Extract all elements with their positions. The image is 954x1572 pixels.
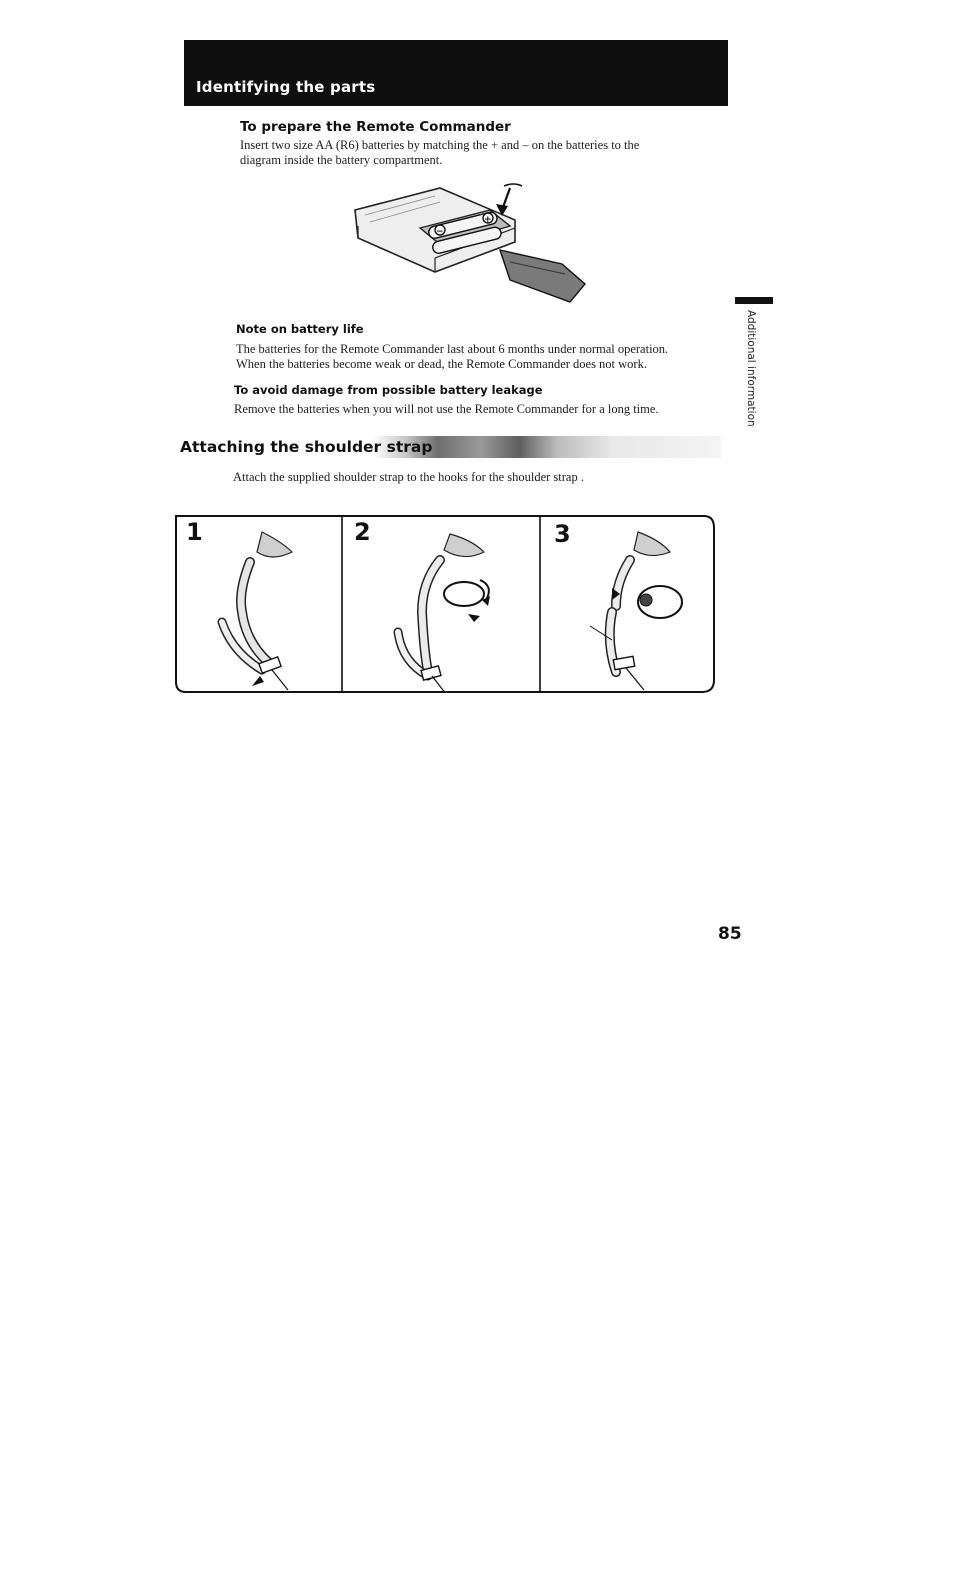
section-header-bar [184,40,728,106]
remote-heading: To prepare the Remote Commander [240,119,511,135]
side-tab-marker [735,297,773,304]
note-line2: When the batteries become weak or dead, the Remote Commander does not work. [236,357,647,371]
leakage-heading: To avoid damage from possible battery leakage [234,383,543,397]
battery-insertion-illustration [340,180,600,310]
strap-steps-figure [172,512,716,696]
step-number-1: 1 [186,518,203,546]
step-number-2: 2 [354,518,371,546]
leakage-line1: Remove the batteries when you will not use the Remote Commander for a long time. [234,402,659,416]
side-tab-label: Additional information [745,310,757,427]
note-heading: Note on battery life [236,322,364,336]
page-title: Identifying the parts [196,78,376,96]
remote-instruction-line2: diagram inside the battery compartment. [240,153,443,167]
step-2-illustration [372,522,532,692]
svg-text:−: − [436,227,444,237]
remote-instruction-line1: Insert two size AA (R6) batteries by matching the + and – on the batteries to the [240,138,640,152]
step-3-illustration [572,522,712,692]
svg-text:+: + [484,215,492,225]
strap-heading: Attaching the shoulder strap [180,438,433,456]
strap-instruction: Attach the supplied shoulder strap to the hooks for the shoulder strap . [233,470,584,484]
page-number: 85 [718,924,742,944]
step-number-3: 3 [554,520,571,548]
note-line1: The batteries for the Remote Commander last about 6 months under normal operation. [236,342,669,356]
step-1-illustration [202,522,332,692]
